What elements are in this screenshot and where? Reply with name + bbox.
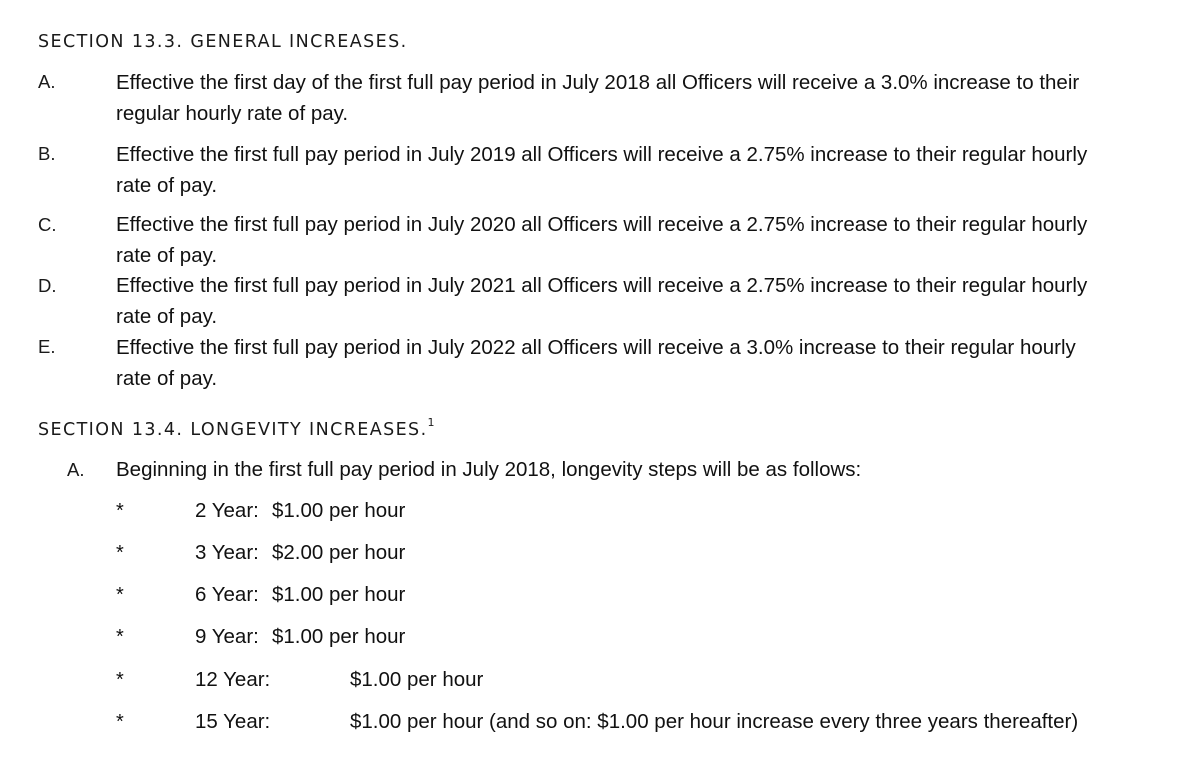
step-amount: $1.00 per hour [350, 668, 484, 691]
item-c-marker: C. [38, 214, 57, 235]
item-b-text [116, 139, 1087, 201]
step-year: 6 Year: [195, 583, 259, 606]
step-year: 9 Year: [195, 625, 259, 648]
step-year: 15 Year: [195, 710, 271, 733]
item-e-marker: E. [38, 336, 56, 357]
item-a-text [116, 67, 1079, 129]
item-b-line-1: Effective the first full pay period in July 2019 all Officers will receive a 2.75% increase to their regular hourly [116, 143, 1088, 166]
item-b-line-2: rate of pay. [116, 174, 218, 197]
longevity-item-a-text: Beginning in the first full pay period in July 2018, longevity steps will be as follows: [116, 458, 862, 481]
step-year: 12 Year: [195, 668, 271, 691]
item-d-line-1: Effective the first full pay period in July 2021 all Officers will receive a 2.75% increase to their regular hourly [116, 274, 1088, 297]
footnote-reference: 1 [427, 416, 435, 429]
step-year: 3 Year: [195, 541, 259, 564]
step-bullet: * [116, 711, 124, 733]
item-c-text [116, 209, 1087, 271]
step-amount: $2.00 per hour [272, 541, 406, 564]
item-d-line-2: rate of pay. [116, 305, 218, 328]
step-bullet: * [116, 542, 124, 564]
step-bullet: * [116, 584, 124, 606]
item-a-line-2: regular hourly rate of pay. [116, 102, 349, 125]
item-a-line-1: Effective the first day of the first full pay period in July 2018 all Officers will receive a 3.0% increase to their [116, 71, 1080, 94]
item-d-text [116, 270, 1087, 332]
section-13-3-heading: SECTION 13.3. GENERAL INCREASES. [38, 32, 408, 52]
section-13-4-heading-text: SECTION 13.4. LONGEVITY INCREASES. [38, 419, 428, 440]
step-bullet: * [116, 626, 124, 648]
step-year: 2 Year: [195, 499, 259, 522]
item-e-text [116, 332, 1076, 394]
item-e-line-2: rate of pay. [116, 367, 218, 390]
item-c-line-1: Effective the first full pay period in July 2020 all Officers will receive a 2.75% increase to their regular hourly [116, 213, 1088, 236]
item-b-marker: B. [38, 143, 56, 164]
section-13-4-heading [38, 418, 435, 440]
step-bullet: * [116, 669, 124, 691]
step-bullet: * [116, 500, 124, 522]
item-e-line-1: Effective the first full pay period in July 2022 all Officers will receive a 3.0% increase to their regular hourly [116, 336, 1076, 359]
step-amount: $1.00 per hour [272, 583, 406, 606]
item-c-line-2: rate of pay. [116, 244, 218, 267]
item-a-marker: A. [38, 71, 56, 92]
step-amount: $1.00 per hour [272, 625, 406, 648]
step-amount: $1.00 per hour (and so on: $1.00 per hour increase every three years thereafter) [350, 710, 1079, 733]
longevity-item-a-marker: A. [67, 459, 85, 480]
item-d-marker: D. [38, 275, 57, 296]
step-amount: $1.00 per hour [272, 499, 406, 522]
